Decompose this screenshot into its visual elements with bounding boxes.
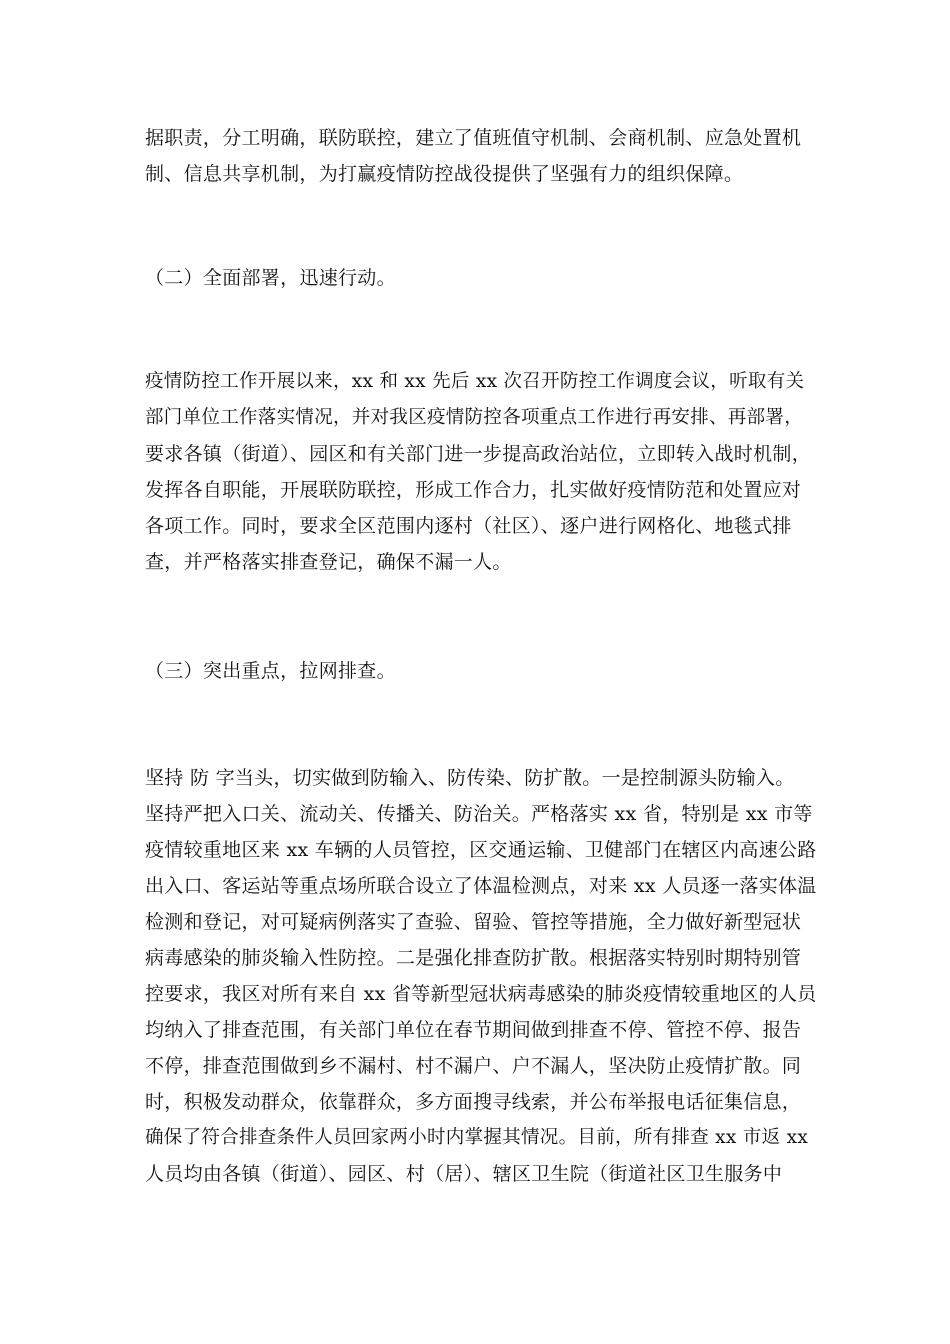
paragraph-2-line-5: 各项工作。同时，要求全区范围内逐村（社区）、逐户进行网格化、地毯式排 [145,515,792,537]
paragraph-2-line-1: 疫情防控工作开展以来，xx 和 xx 先后 xx 次召开防控工作调度会议，听取有关 [145,371,805,392]
paragraph-3-line-12: 人员均由各镇（街道）、园区、村（居）、辖区卫生院（街道社区卫生服务中 [145,1163,783,1185]
paragraph-2-line-6: 查，并严格落实排查登记，确保不漏一人。 [145,551,512,573]
paragraph-3-line-4: 出入口、客运站等重点场所联合设立了体温检测点，对来 xx 人员逐一落实体温 [145,875,817,897]
paragraph-3-line-10: 时，积极发动群众，依靠群众，多方面搜寻线索，并公布举报电话征集信息， [145,1091,802,1113]
paragraph-3-line-9: 不停，排查范围做到乡不漏村、村不漏户、户不漏人，坚决防止疫情扩散。同 [145,1055,802,1077]
paragraph-3-line-1: 坚持 防 字当头，切实做到防输入、防传染、防扩散。一是控制源头防输入。 [145,767,795,789]
paragraph-1-line-1: 据职责，分工明确，联防联控，建立了值班值守机制、会商机制、应急处置机 [145,127,802,149]
paragraph-1-line-2: 制、信息共享机制，为打赢疫情防控战役提供了坚强有力的组织保障。 [145,163,744,185]
section-heading-2: （二）全面部署，迅速行动。 [145,267,396,289]
paragraph-3-line-11: 确保了符合排查条件人员回家两小时内掌握其情况。目前，所有排查 xx 市返 xx [145,1127,809,1148]
paragraph-3-line-6: 病毒感染的肺炎输入性防控。二是强化排查防扩散。根据落实特别时期特别管 [145,947,802,969]
paragraph-3-line-2: 坚持严把入口关、流动关、传播关、防治关。严格落实 xx 省，特别是 xx 市等 [145,803,813,825]
paragraph-2-line-4: 发挥各自职能，开展联防联控，形成工作合力，扎实做好疫情防范和处置应对 [145,479,802,501]
paragraph-3-line-8: 均纳入了排查范围，有关部门单位在春节期间做到排查不停、管控不停、报告 [145,1019,802,1041]
paragraph-3-line-7: 控要求，我区对所有来自 xx 省等新型冠状病毒感染的肺炎疫情较重地区的人员 [145,983,817,1005]
section-heading-3: （三）突出重点，拉网排查。 [145,660,396,682]
paragraph-2-line-2: 部门单位工作落实情况，并对我区疫情防控各项重点工作进行再安排、再部署， [145,407,804,428]
paragraph-2-line-3: 要求各镇（街道）、园区和有关部门进一步提高政治站位，立即转入战时机制， [145,443,812,465]
paragraph-3-line-3: 疫情较重地区来 xx 车辆的人员管控，区交通运输、卫健部门在辖区内高速公路 [145,839,817,861]
paragraph-3-line-5: 检测和登记，对可疑病例落实了查验、留验、管控等措施，全力做好新型冠状 [145,911,802,933]
